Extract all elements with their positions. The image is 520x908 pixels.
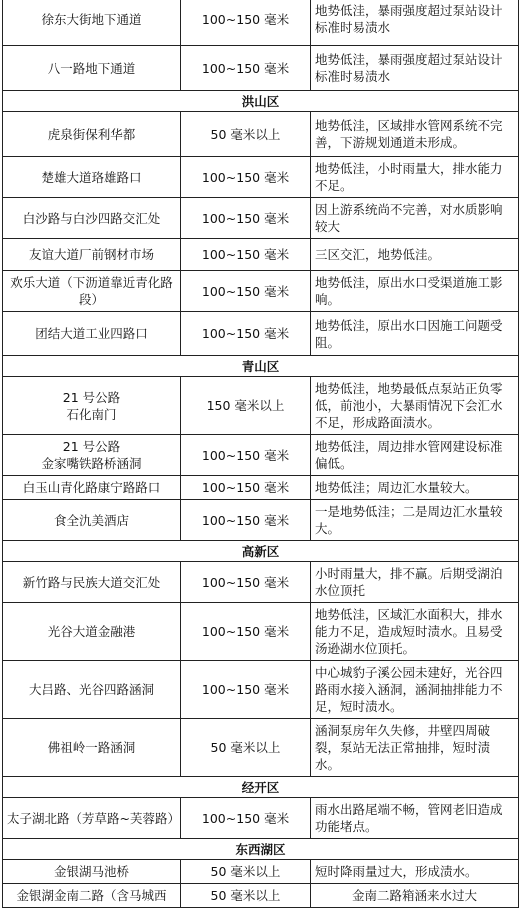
location-cell [3,860,181,884]
district-name: 高新区 [3,541,519,562]
reason-cell: 地势低洼，原出水口因施工问题受阻。 [311,312,519,356]
depth-cell: 50 毫米以上 [181,860,311,884]
location-cell [3,46,181,91]
table-row [3,157,519,198]
location-cell [3,157,181,198]
location-text: 新竹路与民族大道交汇处 [22,574,161,590]
reason-cell: 一是地势低洼；二是周边汇水量较大。 [311,500,519,541]
table-row [3,0,519,46]
depth-cell: 100~150 毫米 [181,312,311,356]
reason-cell: 地势低洼；周边汇水量较大。 [311,476,519,500]
table-row [3,476,519,500]
district-header-row [3,356,519,377]
table-row [3,860,519,884]
district-name: 东西湖区 [3,839,519,860]
depth-cell: 100~150 毫米 [181,500,311,541]
location-cell [3,661,181,719]
depth-cell: 50 毫米以上 [181,112,311,157]
table-row [3,312,519,356]
location-text: 太子湖北路（芳草路~芙蓉路） [7,810,180,826]
reason-cell: 地势低洼，区域排水管网系统不完善，下游规划通道未形成。 [311,112,519,157]
location-text: 楚雄大道珞雄路口 [41,169,142,185]
depth-cell: 100~150 毫米 [181,46,311,91]
depth-cell: 100~150 毫米 [181,157,311,198]
table-row [3,500,519,541]
location-cell [3,198,181,239]
reason-cell: 地势低洼，原出水口受渠道施工影响。 [311,271,519,312]
location-cell [3,271,181,312]
location-cell [3,377,181,435]
table-row [3,435,519,476]
depth-cell: 100~150 毫米 [181,198,311,239]
location-cell [3,476,181,500]
district-header-row [3,541,519,562]
reason-cell: 金南二路箱涵来水过大 [311,884,519,908]
location-text: 白玉山青化路康宁路路口 [22,480,161,495]
location-text: 友谊大道厂前钢材市场 [28,247,154,262]
table-row [3,798,519,839]
table-row [3,46,519,91]
location-cell [3,884,181,908]
location-text: 大吕路、光谷四路涵洞 [28,682,154,697]
location-cell [3,0,181,46]
reason-cell: 三区交汇，地势低洼。 [311,239,519,271]
location-cell [3,435,181,476]
table-row [3,562,519,603]
depth-cell: 100~150 毫米 [181,0,311,46]
reason-cell: 涵洞泵房年久失修，井壁四周破裂，泵站无法正常抽排，短时渍水。 [311,719,519,777]
location-text: 白沙路与白沙四路交汇处 [22,210,161,226]
reason-cell: 地势低洼，小时雨量大，排水能力不足。 [311,157,519,198]
depth-cell: 100~150 毫米 [181,661,311,719]
reason-cell: 中心城豹子溪公园未建好，光谷四路雨水接入涵洞，涵洞抽排能力不足，短时渍水。 [311,661,519,719]
reason-cell: 短时降雨量过大，形成渍水。 [311,860,519,884]
reason-cell: 因上游系统尚不完善，对水质影响较大 [311,198,519,239]
depth-cell: 100~150 毫米 [181,476,311,500]
district-header-row [3,91,519,112]
depth-cell: 100~150 毫米 [181,562,311,603]
depth-cell: 100~150 毫米 [181,603,311,661]
location-cell [3,562,181,603]
location-text: 石化南门 [66,406,117,422]
district-header-row [3,777,519,798]
location-cell [3,112,181,157]
location-text: 佛祖岭一路涵洞 [47,740,136,755]
depth-cell: 50 毫米以上 [181,884,311,908]
depth-cell: 100~150 毫米 [181,239,311,271]
reason-cell: 地势低洼，周边排水管网建设标准偏低。 [311,435,519,476]
location-cell [3,500,181,541]
depth-cell: 50 毫米以上 [181,719,311,777]
location-text: 徐东大街地下通道 [41,11,142,27]
reason-cell: 地势低洼，地势最低点泵站正负零低，前池小，大暴雨情况下会汇水不足，形成路面渍水。 [311,377,519,435]
depth-cell: 150 毫米以上 [181,377,311,435]
table-row [3,271,519,312]
depth-cell: 100~150 毫米 [181,435,311,476]
location-text: 21 号公路 [62,389,121,405]
location-text: 食全氿美酒店 [53,512,129,528]
waterlogging-table [2,0,519,908]
depth-cell: 100~150 毫米 [181,271,311,312]
table-row [3,719,519,777]
location-text: 团结大道工业四路口 [35,326,148,341]
location-text: 金家嘴铁路桥涵洞 [41,456,142,471]
reason-cell: 雨水出路尾端不畅，管网老旧造成功能堵点。 [311,798,519,839]
location-cell [3,239,181,271]
location-cell [3,603,181,661]
district-name: 青山区 [3,356,519,377]
table-row [3,239,519,271]
district-header-row [3,839,519,860]
location-text: 八一路地下通道 [47,60,136,76]
reason-cell: 小时雨量大，排不赢。后期受湖泊水位顶托 [311,562,519,603]
location-text: 金银湖马池桥 [53,864,129,879]
location-cell [3,798,181,839]
location-cell [3,719,181,777]
location-text: 欢乐大道（下沥道靠近青化路段） [10,275,173,307]
location-text: 光谷大道金融港 [47,624,136,639]
location-text: 虎泉街保利华都 [47,126,136,142]
reason-cell: 地势低洼，暴雨强度超过泵站设计标准时易渍水 [311,0,519,46]
table-row [3,603,519,661]
district-name: 经开区 [3,777,519,798]
location-text: 21 号公路 [62,439,121,454]
reason-cell: 地势低洼，区域汇水面积大，排水能力不足，造成短时渍水。且易受汤逊湖水位顶托。 [311,603,519,661]
depth-cell: 100~150 毫米 [181,798,311,839]
location-text: 金银湖金南二路（含马城西 [16,888,167,903]
table-row [3,198,519,239]
reason-cell: 地势低洼，暴雨强度超过泵站设计标准时易渍水 [311,46,519,91]
location-cell [3,312,181,356]
table-row [3,377,519,435]
table-row [3,661,519,719]
table-row [3,884,519,908]
table-row [3,112,519,157]
district-name: 洪山区 [3,91,519,112]
